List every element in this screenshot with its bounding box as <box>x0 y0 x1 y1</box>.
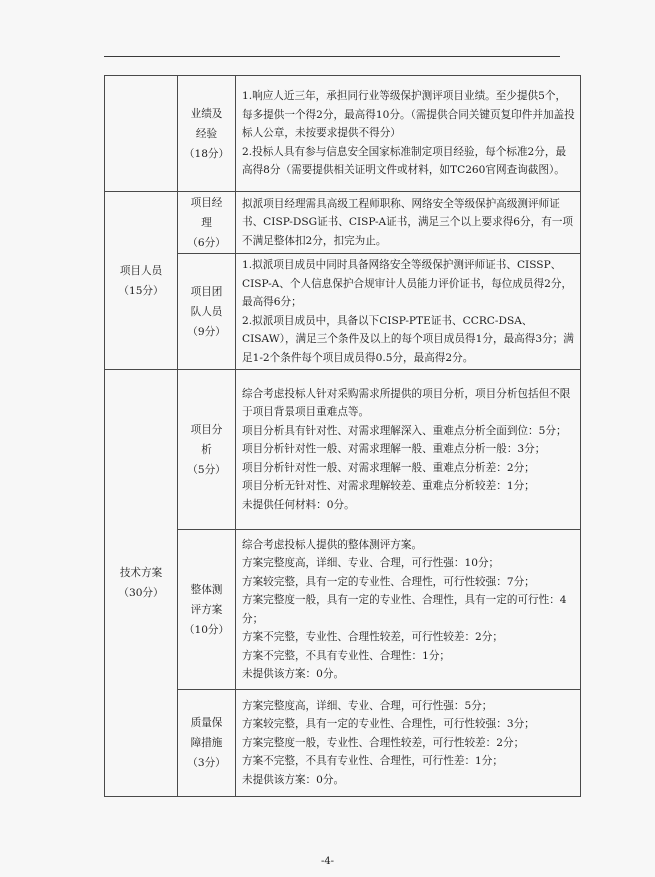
criteria-line: 方案较完整，具有一定的专业性、合理性，可行性较强：7分； <box>242 575 535 588</box>
criteria-cell <box>236 76 581 192</box>
criteria-line: 方案完整度高，详细、专业、合理，可行性强：10分； <box>242 557 500 569</box>
criteria-line: 未提供该方案：0分。 <box>242 773 345 786</box>
criteria-line: 方案完整度高，详细、专业、合理，可行性强：5分； <box>242 699 493 712</box>
criteria-line: 未提供任何材料：0分。 <box>242 498 355 511</box>
criteria-line: 拟派项目经理需具高级工程师职称、网络安全等级保护高级测评师证书、CISP-DSG证书、CISP-A证书，满足三个以上要求得6分，有一项不满足整体扣2分，扣完为止。 <box>242 197 574 247</box>
subcategory-cell: 质量保 障措施 （3分） <box>178 690 236 797</box>
subcategory-cell: 整体测 评方案 （10分） <box>178 530 236 690</box>
criteria-line: 2.投标人具有参与信息安全国家标准制定项目经验，每个标准2分，最高得8分（需要提供相关证明文件或材料，如TC260官网查询截图）。 <box>242 145 567 177</box>
criteria-line: 1.响应人近三年，承担同行业等级保护测评项目业绩。至少提供5个，每多提供一个得2分，最高得10分。（需提供合同关键页复印件并加盖投标人公章，未按要求提供不得分） <box>242 90 575 140</box>
subcategory-cell: 业绩及 经验 （18分） <box>178 76 236 192</box>
criteria-cell <box>236 530 581 690</box>
criteria-line: 1.拟派项目成员中同时具备网络安全等级保护测评师证书、CISSP、CISP-A、个人信息保护合规审计人员能力评价证书，每位成员得2分，最高得6分； <box>242 259 573 308</box>
criteria-cell <box>236 370 581 530</box>
criteria-line: 方案不完整，不具有专业性、合理性，可行性差：1分； <box>242 755 503 768</box>
criteria-line: 方案不完整，专业性、合理性较差，可行性较差：2分； <box>242 631 503 643</box>
category-cell: 项目人员 （15分） <box>105 192 178 370</box>
criteria-line: 项目分析无针对性、对需求理解较差、重难点分析较差：1分； <box>242 480 535 493</box>
page-number: -4- <box>320 856 335 867</box>
table-row <box>105 76 581 192</box>
criteria-line: 项目分析具有针对性、对需求理解深入、重难点分析全面到位：5分； <box>242 424 567 437</box>
criteria-cell <box>236 254 581 370</box>
criteria-cell <box>236 690 581 797</box>
category-cell: 技术方案 （30分） <box>105 370 178 797</box>
criteria-line: 项目分析针对性一般、对需求理解一般、重难点分析一般：3分； <box>242 443 546 456</box>
scoring-table <box>104 75 581 797</box>
criteria-line: 2.拟派项目成员中，具备以下CISP-PTE证书、CCRC-DSA、CISAW），满足三个条件及以上的每个项目成员得1分，最高得3分；满足1-2个条件每个项目成员得0.5分，最高得2分。 <box>242 314 574 364</box>
category-cell <box>105 76 178 192</box>
criteria-line: 方案不完整，不具有专业性、合理性：1分； <box>242 649 451 662</box>
criteria-line: 方案较完整，具有一定的专业性、合理性，可行性较强：3分； <box>242 718 535 731</box>
subcategory-cell: 项目经 理 （6分） <box>178 192 236 254</box>
criteria-line: 项目分析针对性一般、对需求理解一般、重难点分析差：2分； <box>242 461 535 474</box>
subcategory-cell: 项目分 析 （5分） <box>178 370 236 530</box>
table-row <box>105 370 581 530</box>
criteria-line: 综合考虑投标人针对采购需求所提供的项目分析，项目分析包括但不限于项目背景项目重难点等。 <box>242 387 571 419</box>
criteria-cell <box>236 192 581 254</box>
criteria-line: 方案完整度一般，专业性、合理性较差，可行性较差：2分； <box>242 736 525 749</box>
header-rule <box>104 56 560 57</box>
subcategory-cell: 项目团 队人员 （9分） <box>178 254 236 370</box>
table-row <box>105 192 581 254</box>
criteria-line: 方案完整度一般，具有一定的专业性、合理性，具有一定的可行性：4分； <box>242 594 567 625</box>
criteria-line: 综合考虑投标人提供的整体测评方案。 <box>242 538 423 551</box>
criteria-line: 未提供该方案：0分。 <box>242 668 345 680</box>
